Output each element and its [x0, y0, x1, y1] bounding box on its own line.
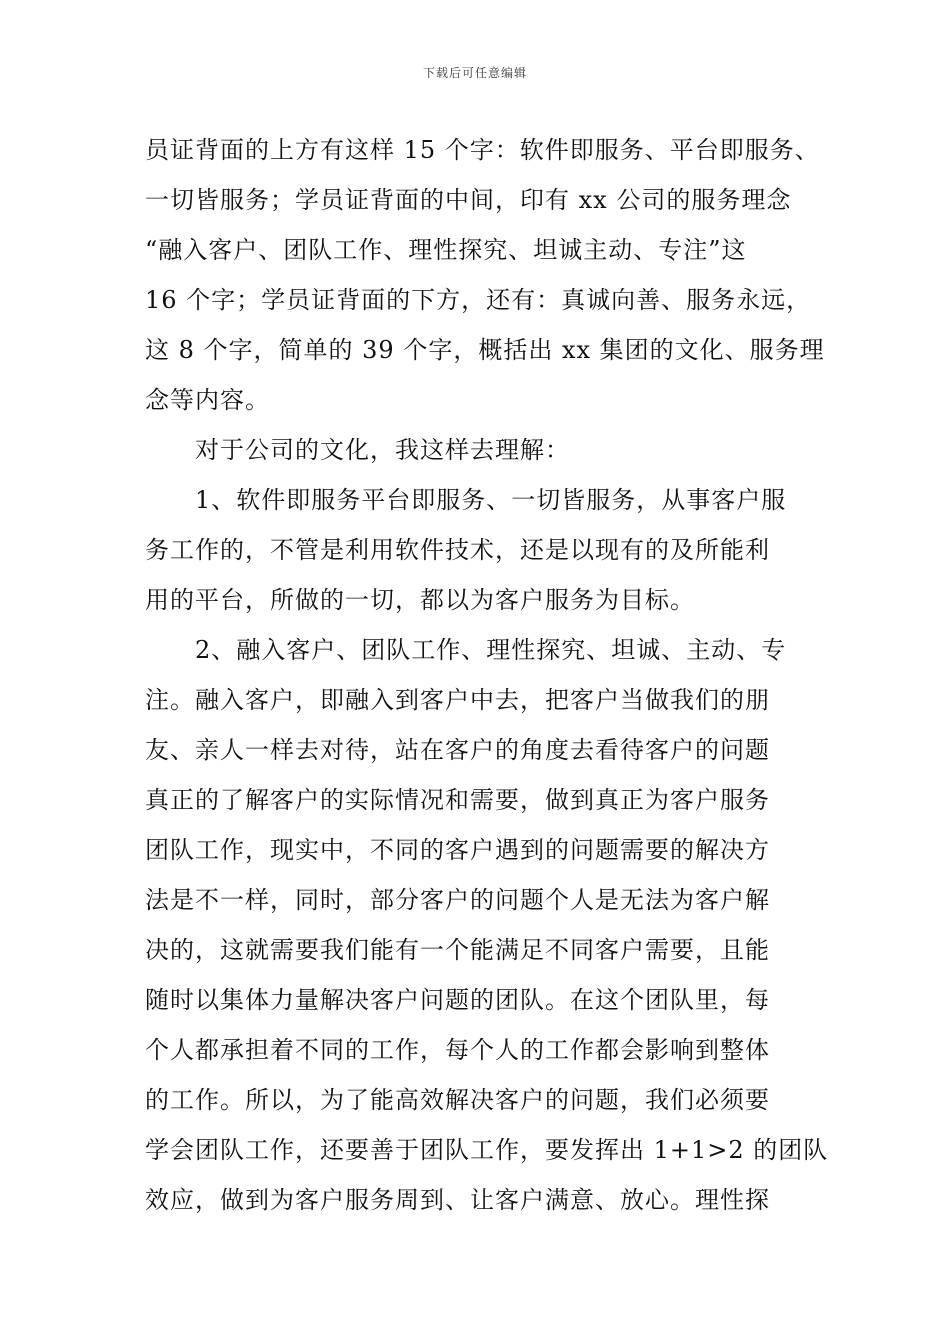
text-line: “融入客户、团队工作、理性探究、坦诚主动、专注”这: [145, 236, 747, 264]
text-line: 务工作的，不管是利用软件技术，还是以现有的及所能利: [145, 536, 770, 564]
text-line: 2、融入客户、团队工作、理性探究、坦诚、主动、专: [195, 636, 787, 664]
text-line: 的工作。所以，为了能高效解决客户的问题，我们必须要: [145, 1086, 770, 1114]
text-line: 法是不一样，同时，部分客户的问题个人是无法为客户解: [145, 886, 770, 914]
text-line: 这 8 个字，简单的 39 个字，概括出 xx 集团的文化、服务理: [145, 336, 825, 364]
text-line: 16 个字；学员证背面的下方，还有：真诚向善、服务永远，: [145, 286, 812, 314]
text-line: 对于公司的文化，我这样去理解：: [195, 436, 570, 464]
text-line: 友、亲人一样去对待，站在客户的角度去看待客户的问题: [145, 736, 770, 764]
text-line: 1、软件即服务平台即服务、一切皆服务，从事客户服: [195, 486, 787, 514]
text-line: 员证背面的上方有这样 15 个字：软件即服务、平台即服务、: [145, 136, 820, 164]
text-line: 随时以集体力量解决客户问题的团队。在这个团队里，每: [145, 986, 770, 1014]
text-line: 注。融入客户，即融入到客户中去，把客户当做我们的朋: [145, 686, 770, 714]
text-line: 决的，这就需要我们能有一个能满足不同客户需要，且能: [145, 936, 770, 964]
text-line: 效应，做到为客户服务周到、让客户满意、放心。理性探: [145, 1186, 770, 1214]
text-line: 真正的了解客户的实际情况和需要，做到真正为客户服务: [145, 786, 770, 814]
text-line: 用的平台，所做的一切，都以为客户服务为目标。: [145, 586, 695, 614]
text-line: 学会团队工作，还要善于团队工作，要发挥出 1+1>2 的团队: [145, 1136, 829, 1164]
document-body: [145, 125, 830, 1225]
page-header: 下载后可任意编辑: [422, 66, 527, 80]
text-line: 个人都承担着不同的工作，每个人的工作都会影响到整体: [145, 1036, 770, 1064]
text-line: 一切皆服务；学员证背面的中间，印有 xx 公司的服务理念: [145, 186, 792, 214]
text-line: 团队工作，现实中，不同的客户遇到的问题需要的解决方: [145, 836, 770, 864]
text-line: 念等内容。: [145, 386, 270, 414]
